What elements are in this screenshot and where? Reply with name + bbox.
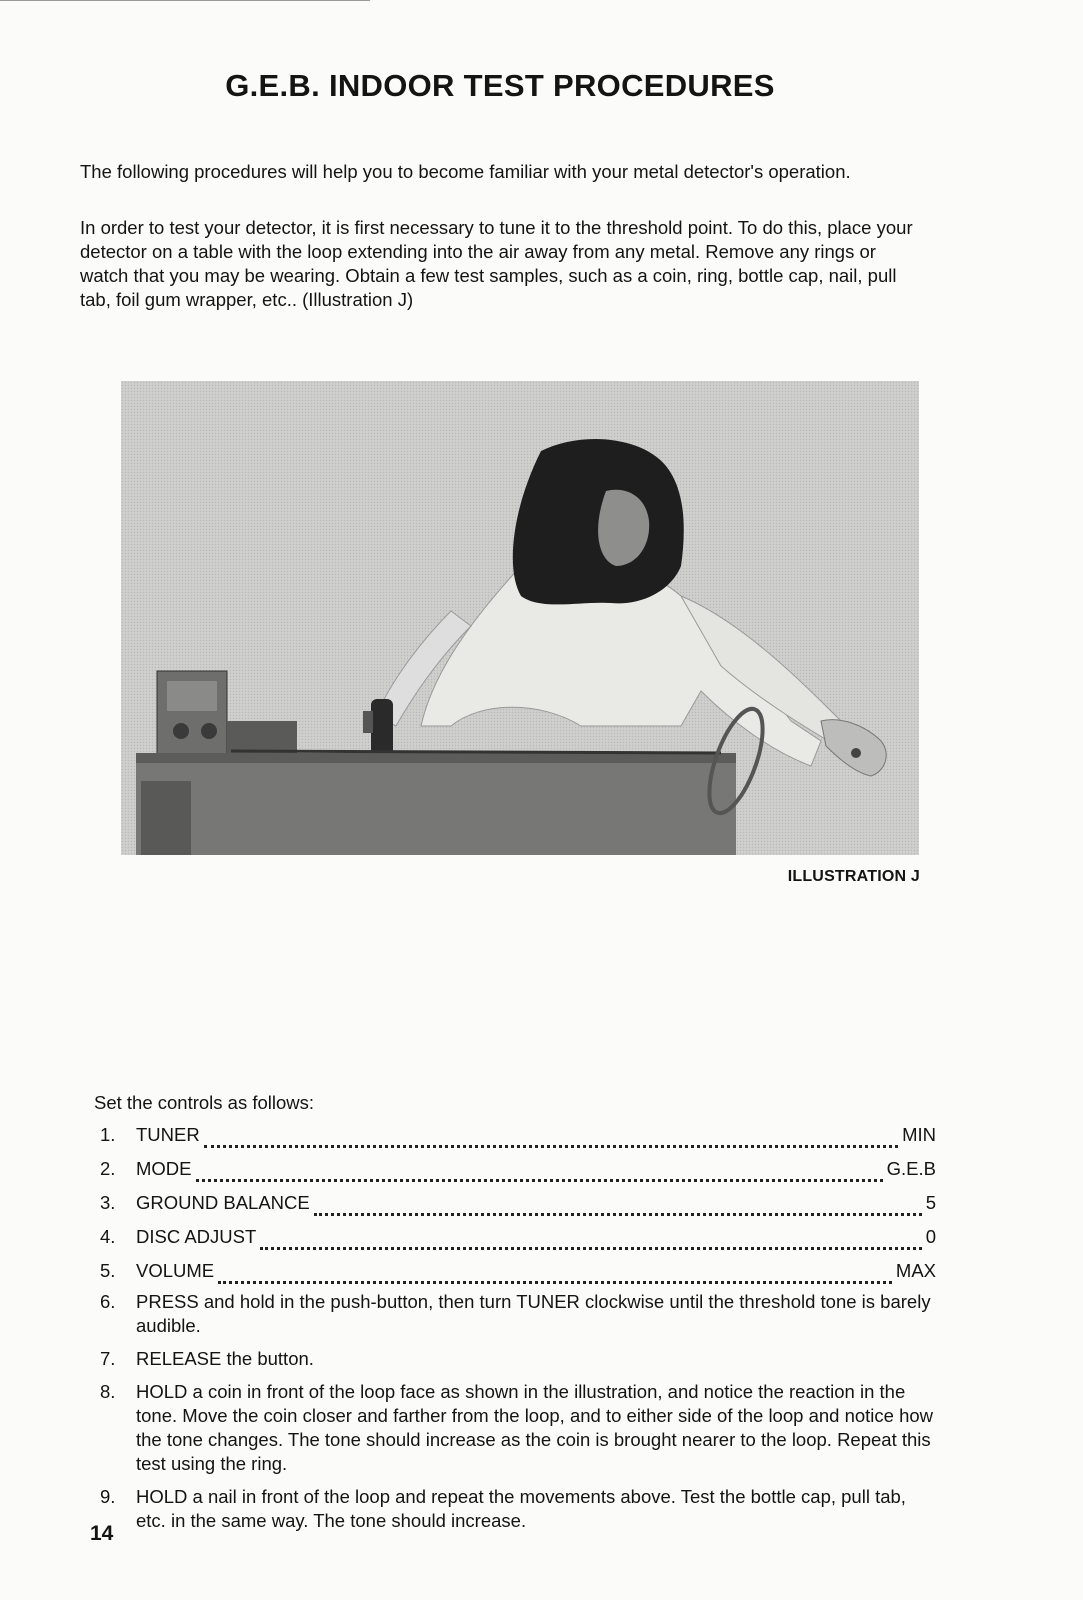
setting-value: MIN: [902, 1124, 936, 1145]
setting-number: 3.: [100, 1192, 116, 1213]
illustration-caption: ILLUSTRATION J: [787, 868, 920, 885]
controls-settings-list: [100, 1124, 936, 1294]
setting-label: GROUND BALANCE: [136, 1192, 310, 1213]
setting-value: 0: [925, 1226, 936, 1247]
step-number: 8.: [100, 1381, 116, 1402]
procedure-step: [100, 1347, 936, 1371]
procedure-steps-list: [100, 1290, 936, 1542]
setting-row-tuner: [100, 1124, 936, 1158]
page-number: 14: [90, 1522, 114, 1545]
controls-intro: Set the controls as follows:: [94, 1092, 315, 1113]
setting-number: 4.: [100, 1226, 116, 1247]
setting-row-disc-adjust: [100, 1226, 936, 1260]
step-number: 9.: [100, 1486, 116, 1507]
illustration-j-photo: [121, 381, 919, 855]
setting-number: 2.: [100, 1158, 116, 1179]
setting-label: VOLUME: [136, 1260, 215, 1281]
leader-dots: [218, 1280, 892, 1284]
instructions-paragraph: In order to test your detector, it is first necessary to tune it to the threshold point. To do this, place your detector on a table with the loop extending into the air away from any metal. Remove any rings or watch that you may be wearing. Obtain a few test samples, such as a coin, ring, bottle cap, nail, pull tab, foil gum wrapper, etc.. (Illustration J): [80, 217, 913, 310]
setting-label: DISC ADJUST: [136, 1226, 257, 1247]
setting-row-ground-balance: [100, 1192, 936, 1226]
step-text: RELEASE the button.: [136, 1348, 314, 1369]
setting-value: 5: [925, 1192, 936, 1213]
step-text: HOLD a coin in front of the loop face as shown in the illustration, and notice the reaction in the tone. Move the coin closer and farther from the loop, and to either side of the loop and notice how the tone changes. The tone should increase as the coin is brought nearer to the loop. Repeat this test using the ring.: [136, 1381, 934, 1474]
setting-number: 1.: [100, 1124, 116, 1145]
setting-value: G.E.B: [886, 1158, 936, 1179]
procedure-step: [100, 1485, 936, 1533]
intro-paragraph: The following procedures will help you to become familiar with your metal detector's operation.: [80, 161, 851, 182]
procedure-step: [100, 1290, 936, 1338]
setting-row-volume: [100, 1260, 936, 1294]
leader-dots: [260, 1246, 921, 1250]
page-title: G.E.B. INDOOR TEST PROCEDURES: [225, 68, 775, 103]
setting-row-mode: [100, 1158, 936, 1192]
setting-label: MODE: [136, 1158, 192, 1179]
leader-dots: [314, 1212, 922, 1216]
top-rule: [0, 0, 370, 1]
step-number: 7.: [100, 1348, 116, 1369]
leader-dots: [204, 1144, 898, 1148]
step-text: HOLD a nail in front of the loop and repeat the movements above. Test the bottle cap, pull tab, etc. in the same way. The tone should increase.: [136, 1486, 906, 1531]
leader-dots: [196, 1178, 883, 1182]
step-number: 6.: [100, 1291, 116, 1312]
step-text: PRESS and hold in the push-button, then turn TUNER clockwise until the threshold tone is barely audible.: [136, 1291, 931, 1336]
setting-number: 5.: [100, 1260, 116, 1281]
setting-label: TUNER: [136, 1124, 200, 1145]
photo-illustration: [121, 381, 919, 855]
setting-value: MAX: [895, 1260, 936, 1281]
procedure-step: [100, 1380, 936, 1476]
